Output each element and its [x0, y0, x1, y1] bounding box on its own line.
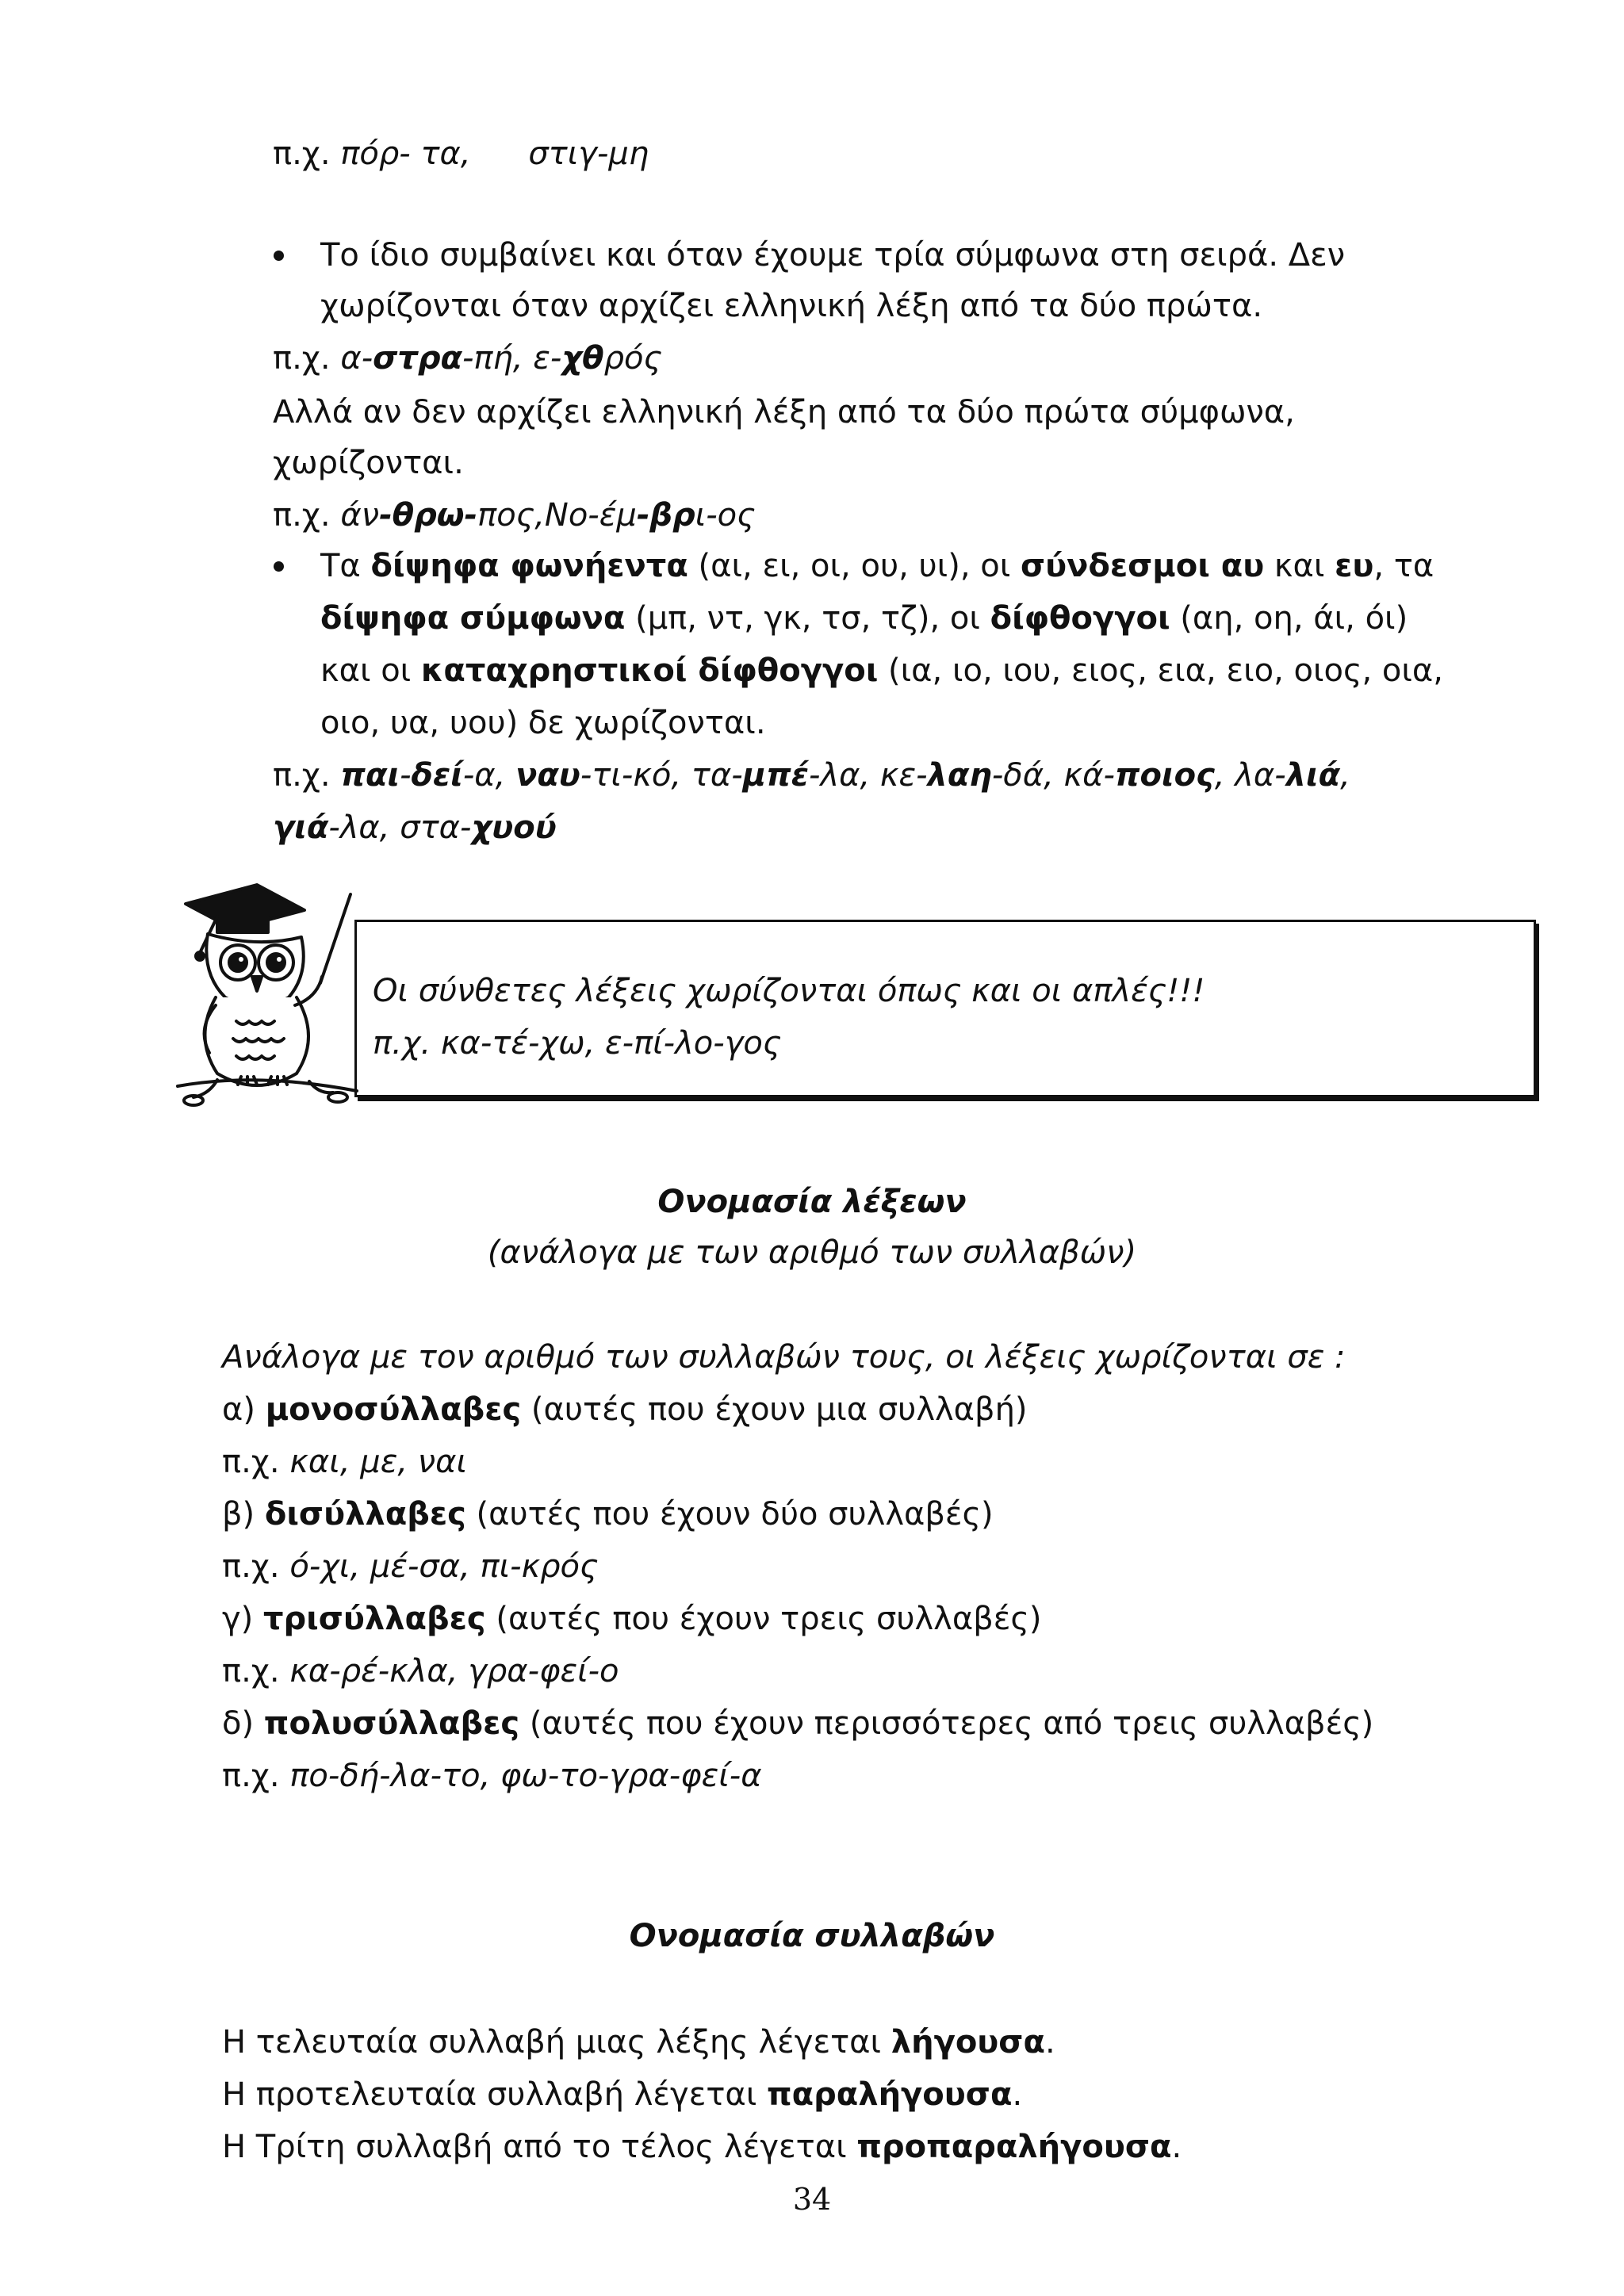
- bullet2-line1: Τα δίψηφα φωνήεντα (αι, ει, οι, ου, υι), οι σύνδεσμοι αυ και ευ, τα: [320, 548, 1434, 584]
- bullet2-line4: οιο, υα, υου) δε χωρίζονται.: [320, 705, 766, 741]
- list-item-example: π.χ. κα-ρέ-κλα, γρα-φεί-ο: [222, 1653, 619, 1689]
- example-line-4: π.χ. παι-δεί-α, ναυ-τι-κό, τα-μπέ-λα, κε-λαη-δά, κά-ποιος, λα-λιά,: [273, 757, 1350, 794]
- note-line2: π.χ. κα-τέ-χω, ε-πί-λο-γος: [373, 1025, 782, 1062]
- list-item-example: π.χ. ό-χι, μέ-σα, πι-κρός: [222, 1548, 599, 1585]
- syllable-line: Η Τρίτη συλλαβή από το τέλος λέγεται προπαραλήγουσα.: [222, 2129, 1182, 2165]
- section2-intro: Ανάλογα με τον αριθμό των συλλαβών τους, οι λέξεις χωρίζονται σε :: [222, 1339, 1346, 1376]
- paragraph-line1: Αλλά αν δεν αρχίζει ελληνική λέξη από τα δύο πρώτα σύμφωνα,: [273, 394, 1295, 430]
- owl-teacher-icon: [170, 878, 360, 1113]
- section-heading-words: Ονομασία λέξεων: [657, 1184, 967, 1220]
- page-number: 34: [792, 2182, 832, 2217]
- bullet-icon: [274, 561, 284, 572]
- example-line-2: π.χ. α-στρα-πή, ε-χθρός: [273, 340, 662, 377]
- list-item-term: γ) τρισύλλαβες (αυτές που έχουν τρεις συλλαβές): [222, 1601, 1042, 1637]
- bullet2-line2: δίψηφα σύμφωνα (μπ, ντ, γκ, τσ, τζ), οι δίφθογγοι (αη, οη, άι, όι): [320, 600, 1408, 637]
- example-line-3: π.χ. άν-θρω-πος,Νο-έμ-βρι-ος: [273, 497, 756, 534]
- bullet1-line2: χωρίζονται όταν αρχίζει ελληνική λέξη από τα δύο πρώτα.: [320, 288, 1263, 324]
- syllable-line: Η προτελευταία συλλαβή λέγεται παραλήγουσα.: [222, 2076, 1023, 2113]
- list-item-example: π.χ. και, με, ναι: [222, 1444, 467, 1480]
- bullet1-line1: Το ίδιο συμβαίνει και όταν έχουμε τρία σύμφωνα στη σειρά. Δεν: [320, 237, 1346, 274]
- bullet2-line3: και οι καταχρηστικοί δίφθογγοι (ια, ιο, ιου, ειος, εια, ειο, οιος, οια,: [320, 652, 1443, 689]
- list-item-term: α) μονοσύλλαβες (αυτές που έχουν μια συλλαβή): [222, 1391, 1028, 1428]
- list-item-example: π.χ. πο-δή-λα-το, φω-το-γρα-φεί-α: [222, 1758, 762, 1794]
- list-item-term: β) δισύλλαβες (αυτές που έχουν δύο συλλαβές): [222, 1496, 994, 1533]
- paragraph-line2: χωρίζονται.: [273, 445, 464, 481]
- example-line-5: γιά-λα, στα-χυού: [273, 809, 557, 846]
- example-line-1: π.χ. πόρ- τα, στιγ-μη: [273, 136, 649, 172]
- list-item-term: δ) πολυσύλλαβες (αυτές που έχουν περισσότερες από τρεις συλλαβές): [222, 1705, 1374, 1742]
- note-line1: Οι σύνθετες λέξεις χωρίζονται όπως και οι απλές!!!: [373, 973, 1205, 1009]
- syllable-line: Η τελευταία συλλαβή μιας λέξης λέγεται λήγουσα.: [222, 2024, 1055, 2061]
- bullet-icon: [274, 251, 284, 261]
- section-heading-syllables: Ονομασία συλλαβών: [629, 1918, 995, 1954]
- section-subheading-words: (ανάλογα με των αριθμό των συλλαβών): [487, 1234, 1137, 1271]
